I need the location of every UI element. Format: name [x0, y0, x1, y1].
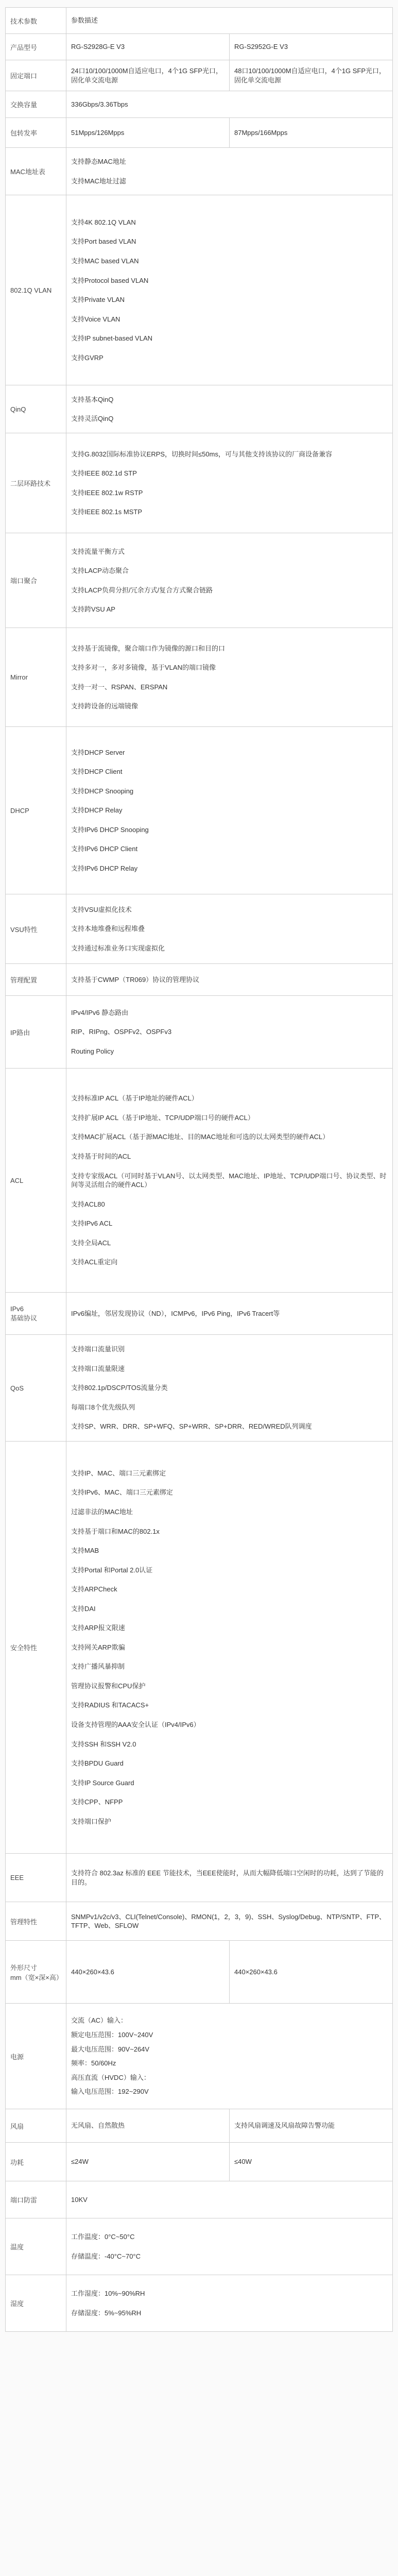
feature-line: 支持基本QinQ: [71, 395, 114, 403]
feature-line: 支持Voice VLAN: [71, 315, 120, 323]
param-name: EEE: [6, 1854, 66, 1902]
table-row: [6, 894, 393, 964]
param-value: 24口10/100/1000M自适应电口，4个1G SFP光口，固化单交流电源: [66, 60, 230, 91]
param-name: 固定端口: [6, 60, 66, 91]
feature-line: 支持基于时间的ACL: [71, 1153, 131, 1160]
table-row: [6, 533, 393, 628]
feature-line: 支持广播风暴抑制: [71, 1663, 125, 1671]
feature-line: 交流（AC）输入：: [71, 2016, 128, 2025]
feature-line: 支持跨设备的远端镜像: [71, 702, 139, 710]
feature-line: 支持基于端口和MAC的802.1x: [71, 1527, 160, 1535]
param-value: [66, 385, 393, 433]
param-value: [66, 195, 393, 385]
param-name: VSU特性: [6, 894, 66, 964]
feature-line: 支持流量平衡方式: [71, 547, 125, 555]
feature-line: 支持IPv6、MAC、端口三元素绑定: [71, 1488, 173, 1497]
table-row: [6, 2109, 393, 2143]
param-value: 87Mpps/166Mpps: [230, 118, 393, 148]
param-value: [66, 148, 393, 195]
param-value: 440×260×43.6: [66, 1941, 230, 2004]
feature-line: 支持BPDU Guard: [71, 1759, 124, 1768]
table-row: [6, 385, 393, 433]
table-row: [6, 34, 393, 60]
param-name: Mirror: [6, 628, 66, 727]
table-row: [6, 2275, 393, 2332]
param-value: [66, 533, 393, 628]
feature-line: 支持ARP报文限速: [71, 1624, 125, 1632]
param-name: 端口防雷: [6, 2181, 66, 2218]
table-row: [6, 996, 393, 1069]
table-row: [6, 1854, 393, 1902]
feature-line: 工作湿度：10%~90%RH: [71, 2290, 145, 2298]
table-row: [6, 727, 393, 894]
feature-line: 支持G.8032国际标准协议ERPS，切换时间≤50ms，可与其他支持该协议的厂商设备兼容: [71, 450, 332, 458]
table-row: [6, 2181, 393, 2218]
param-value: RG-S2928G-E V3: [66, 34, 230, 60]
param-name: 管理特性: [6, 1902, 66, 1941]
table-row: [6, 1335, 393, 1442]
feature-line: 工作温度：0°C~50°C: [71, 2233, 135, 2241]
table-row: [6, 2143, 393, 2181]
param-name: 技术参数: [6, 8, 66, 34]
param-name: 管理配置: [6, 964, 66, 996]
param-value: 10KV: [66, 2181, 393, 2218]
param-value: [66, 2004, 393, 2109]
param-value: [66, 2275, 393, 2332]
table-row: [6, 118, 393, 148]
table-row: [6, 1442, 393, 1854]
feature-line: 支持MAC based VLAN: [71, 257, 139, 265]
param-value: 无风扇、自然散热: [66, 2109, 230, 2143]
param-value: [66, 2218, 393, 2275]
feature-line: RIP、RIPng、OSPFv2、OSPFv3: [71, 1028, 172, 1036]
feature-line: IPv4/IPv6 静态路由: [71, 1008, 129, 1016]
param-value: RG-S2952G-E V3: [230, 34, 393, 60]
feature-line: 支持IPv6 ACL: [71, 1219, 113, 1228]
feature-line: 支持Portal 和Portal 2.0认证: [71, 1566, 153, 1574]
feature-line: 支持RADIUS 和TACACS+: [71, 1701, 149, 1709]
feature-line: 支持IEEE 802.1d STP: [71, 469, 137, 478]
table-row: [6, 1069, 393, 1293]
feature-line: 支持网关ARP欺骗: [71, 1643, 125, 1651]
feature-line: 支持跨VSU AP: [71, 605, 115, 614]
feature-line: 支持端口流量限速: [71, 1364, 125, 1372]
param-name: 安全特性: [6, 1442, 66, 1854]
feature-line: 支持VSU虚拟化技术: [71, 905, 132, 913]
feature-line: 支持扩展IP ACL（基于IP地址、TCP/UDP端口号的硬件ACL）: [71, 1113, 254, 1122]
feature-line: 支持通过标准业务口实现虚拟化: [71, 944, 165, 952]
feature-line: 支持ACL重定向: [71, 1258, 118, 1266]
feature-line: 支持DHCP Relay: [71, 806, 123, 815]
feature-line: 支持MAB: [71, 1547, 99, 1555]
feature-line: 支持IP Source Guard: [71, 1778, 134, 1787]
feature-line: 支持DHCP Client: [71, 768, 123, 776]
param-name: 温度: [6, 2218, 66, 2275]
param-value: ≤24W: [66, 2143, 230, 2181]
table-row: [6, 1293, 393, 1335]
feature-line: 支持IPv6 DHCP Snooping: [71, 825, 149, 834]
feature-line: 支持Port based VLAN: [71, 238, 136, 246]
param-name: 802.1Q VLAN: [6, 195, 66, 385]
feature-line: 支持802.1p/DSCP/TOS流量分类: [71, 1384, 168, 1392]
param-value: SNMPv1/v2c/v3、CLI(Telnet/Console)、RMON(1，2，3，9)、SSH、Syslog/Debug、NTP/SNTP、FTP、TFTP、Web、SFLOW: [66, 1902, 393, 1941]
param-value: [66, 996, 393, 1069]
feature-line: 支持IEEE 802.1w RSTP: [71, 488, 143, 497]
table-row: [6, 1902, 393, 1941]
feature-line: 支持多对一，多对多镜像，基于VLAN的端口镜像: [71, 664, 216, 672]
feature-line: 额定电压范围：100V~240V: [71, 2031, 153, 2039]
feature-line: 支持专家级ACL（可同时基于VLAN号、以太网类型、MAC地址、IP地址、TCP/UDP端口号、协议类型、时间等灵活组合的硬件ACL）: [71, 1172, 387, 1189]
param-name: 包转发率: [6, 118, 66, 148]
feature-line: 频率：50/60Hz: [71, 2059, 116, 2067]
table-row: [6, 148, 393, 195]
param-value: [66, 1442, 393, 1854]
feature-line: 支持端口保护: [71, 1817, 112, 1825]
feature-line: 支持一对一、RSPAN、ERSPAN: [71, 683, 168, 691]
feature-line: 支持LACP负荷分担/冗余方式/复合方式聚合链路: [71, 586, 213, 594]
table-row: [6, 8, 393, 34]
param-name: ACL: [6, 1069, 66, 1293]
feature-line: 支持SSH 和SSH V2.0: [71, 1740, 136, 1748]
feature-line: 支持Protocol based VLAN: [71, 276, 149, 284]
feature-line: 支持Private VLAN: [71, 296, 125, 304]
feature-line: 支持本地堆叠和远程堆叠: [71, 925, 145, 933]
param-name: 产品型号: [6, 34, 66, 60]
param-name: 风扇: [6, 2109, 66, 2143]
param-value: 支持风扇调速及风扇故障告警功能: [230, 2109, 393, 2143]
param-value: [66, 1069, 393, 1293]
feature-line: 支持IPv6 DHCP Relay: [71, 864, 138, 872]
feature-line: 支持静态MAC地址: [71, 158, 126, 165]
param-name: MAC地址表: [6, 148, 66, 195]
param-value: ≤40W: [230, 2143, 393, 2181]
feature-line: 存储湿度：5%~95%RH: [71, 2309, 142, 2317]
table-row: [6, 2218, 393, 2275]
param-name: 功耗: [6, 2143, 66, 2181]
table-row: [6, 964, 393, 996]
param-name: QinQ: [6, 385, 66, 433]
param-name: 二层环路技术: [6, 433, 66, 533]
feature-line: 管理协议报警和CPU保护: [71, 1682, 146, 1690]
feature-line: 支持ARPCheck: [71, 1585, 117, 1594]
feature-line: 支持LACP动态聚合: [71, 567, 129, 575]
table-row: [6, 433, 393, 533]
feature-line: 支持CPP、NFPP: [71, 1798, 123, 1806]
param-name: IPv6 基础协议: [6, 1293, 66, 1335]
param-value: 支持基于CWMP（TR069）协议的管理协议: [66, 964, 393, 996]
param-value: 51Mpps/126Mpps: [66, 118, 230, 148]
feature-line: 设备支持管理的AAA安全认证（IPv4/IPv6）: [71, 1721, 200, 1728]
table-row: [6, 195, 393, 385]
feature-line: 支持全局ACL: [71, 1239, 111, 1247]
feature-line: 支持DHCP Server: [71, 748, 125, 756]
param-name: 外形尺寸 mm（宽×深×高）: [6, 1941, 66, 2004]
feature-line: 支持IP subnet-based VLAN: [71, 334, 153, 343]
param-value: [66, 894, 393, 964]
feature-line: 高压直流（HVDC）输入：: [71, 2073, 150, 2081]
param-value: IPv6编址，邻居发现协议（ND），ICMPv6，IPv6 Ping，IPv6 Tracert等: [66, 1293, 393, 1335]
feature-line: 支持端口流量识别: [71, 1345, 125, 1353]
feature-line: 存储温度：-40°C~70°C: [71, 2252, 141, 2260]
feature-line: 支持ACL80: [71, 1200, 105, 1208]
table-row: [6, 628, 393, 727]
param-value: 336Gbps/3.36Tbps: [66, 91, 393, 118]
param-name: QoS: [6, 1335, 66, 1442]
table-row: [6, 91, 393, 118]
feature-line: 最大电压范围：90V~264V: [71, 2045, 150, 2053]
feature-line: 支持SP、WRR、DRR、SP+WFQ、SP+WRR、SP+DRR、RED/WRED队列调度: [71, 1422, 312, 1431]
feature-line: 支持DHCP Snooping: [71, 787, 134, 795]
feature-line: 支持灵活QinQ: [71, 415, 114, 423]
feature-line: 支持IP、MAC、端口三元素绑定: [71, 1469, 166, 1477]
param-value: 440×260×43.6: [230, 1941, 393, 2004]
feature-line: 支持IEEE 802.1s MSTP: [71, 508, 142, 516]
param-value: [66, 628, 393, 727]
feature-line: 支持MAC扩展ACL（基于源MAC地址、目的MAC地址和可选的以太网类型的硬件ACL）: [71, 1133, 330, 1141]
feature-line: 输入电压范围：192~290V: [71, 2088, 149, 2096]
param-value: 参数描述: [66, 8, 393, 34]
param-value: 48口10/100/1000M自适应电口，4个1G SFP光口，固化单交流电源: [230, 60, 393, 91]
table-row: [6, 2004, 393, 2109]
param-name: IP路由: [6, 996, 66, 1069]
param-name: 端口聚合: [6, 533, 66, 628]
spec-table: [5, 7, 393, 2332]
feature-line: 支持标准IP ACL（基于IP地址的硬件ACL）: [71, 1094, 198, 1103]
param-value: [66, 433, 393, 533]
param-name: 湿度: [6, 2275, 66, 2332]
feature-line: 支持IPv6 DHCP Client: [71, 845, 138, 853]
feature-line: 支持GVRP: [71, 353, 103, 362]
param-name: 交换容量: [6, 91, 66, 118]
feature-line: Routing Policy: [71, 1047, 114, 1055]
param-value: [66, 1335, 393, 1442]
feature-line: 支持MAC地址过滤: [71, 177, 126, 185]
table-row: [6, 60, 393, 91]
feature-line: 支持DAI: [71, 1604, 96, 1613]
feature-line: 支持基于流镜像，聚合端口作为镜像的源口和目的口: [71, 644, 226, 652]
param-name: 电源: [6, 2004, 66, 2109]
feature-line: 支持4K 802.1Q VLAN: [71, 218, 136, 226]
table-row: [6, 1941, 393, 2004]
param-value: 支持符合 802.3az 标准的 EEE 节能技术，当EEE使能时，从而大幅降低端口空闲时的功耗，达到了节能的目的。: [66, 1854, 393, 1902]
feature-line: 过滤非法的MAC地址: [71, 1507, 133, 1516]
feature-line: 每端口8个优先级队列: [71, 1403, 135, 1411]
param-name: DHCP: [6, 727, 66, 894]
param-value: [66, 727, 393, 894]
